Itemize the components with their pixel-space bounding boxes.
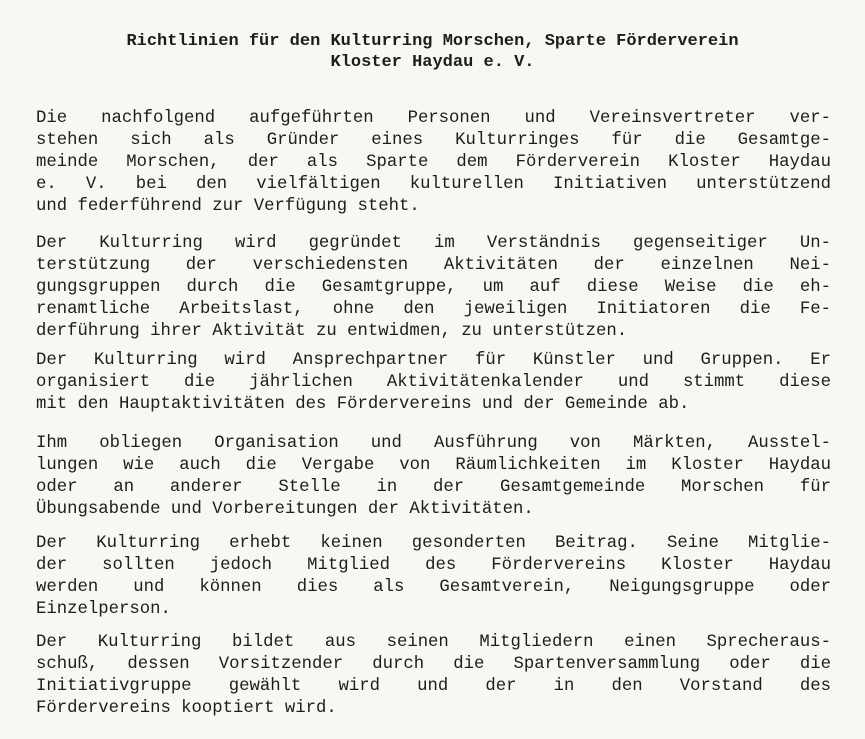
paragraph-1-line-3: meinde Morschen, der als Sparte dem Förderverein Kloster Haydau — [36, 153, 831, 172]
paragraph-5-line-2: der sollten jedoch Mitglied des Fördervereins Kloster Haydau — [36, 556, 831, 575]
paragraph-2-line-4: renamtliche Arbeitslast, ohne den jeweiligen Initiatoren die Fe- — [36, 300, 831, 319]
paragraph-1-line-2: stehen sich als Gründer eines Kulturringes für die Gesamtge- — [36, 131, 831, 150]
paragraph-6-line-1: Der Kulturring bildet aus seinen Mitgliedern einen Sprecheraus- — [36, 633, 831, 652]
paragraph-3-line-3: mit den Hauptaktivitäten des Fördervereins und der Gemeinde ab. — [36, 395, 690, 414]
paragraph-2-line-5: derführung ihrer Aktivität zu entwidmen, zu unterstützen. — [36, 322, 628, 341]
paragraph-4-line-4: Übungsabende und Vorbereitungen der Aktivitäten. — [36, 500, 534, 519]
paragraph-6-line-3: Initiativgruppe gewählt wird und der in den Vorstand des — [36, 677, 831, 696]
paragraph-5-line-3: werden und können dies als Gesamtverein, Neigungsgruppe oder — [36, 578, 831, 597]
paragraph-2-line-1: Der Kulturring wird gegründet im Verständnis gegenseitiger Un- — [36, 234, 831, 253]
paragraph-5-line-4: Einzelperson. — [36, 600, 171, 619]
document-title-line-2: Kloster Haydau e. V. — [330, 53, 535, 72]
paragraph-1-line-4: e. V. bei den vielfältigen kulturellen Initiativen unterstützend — [36, 175, 831, 194]
paragraph-4-line-2: lungen wie auch die Vergabe von Räumlichkeiten im Kloster Haydau — [36, 456, 831, 475]
paragraph-2-line-3: gungsgruppen durch die Gesamtgruppe, um auf diese Weise die eh- — [36, 278, 831, 297]
paragraph-4-line-1: Ihm obliegen Organisation und Ausführung von Märkten, Ausstel- — [36, 434, 831, 453]
paragraph-6-line-2: schuß, dessen Vorsitzender durch die Spartenversammlung oder die — [36, 655, 831, 674]
paragraph-5-line-1: Der Kulturring erhebt keinen gesonderten Beitrag. Seine Mitglie- — [36, 534, 831, 553]
paragraph-6-line-4: Fördervereins kooptiert wird. — [36, 699, 337, 718]
paragraph-3-line-2: organisiert die jährlichen Aktivitätenkalender und stimmt diese — [36, 373, 831, 392]
paragraph-1-line-5: und federführend zur Verfügung steht. — [36, 197, 420, 216]
paragraph-3-line-1: Der Kulturring wird Ansprechpartner für Künstler und Gruppen. Er — [36, 351, 831, 370]
paragraph-4-line-3: oder an anderer Stelle in der Gesamtgemeinde Morschen für — [36, 478, 831, 497]
paragraph-1-line-1: Die nachfolgend aufgeführten Personen und Vereinsvertreter ver- — [36, 109, 831, 128]
document-title-line-1: Richtlinien für den Kulturring Morschen, Sparte Förderverein — [126, 32, 739, 51]
paragraph-2-line-2: terstützung der verschiedensten Aktivitäten der einzelnen Nei- — [36, 256, 831, 275]
